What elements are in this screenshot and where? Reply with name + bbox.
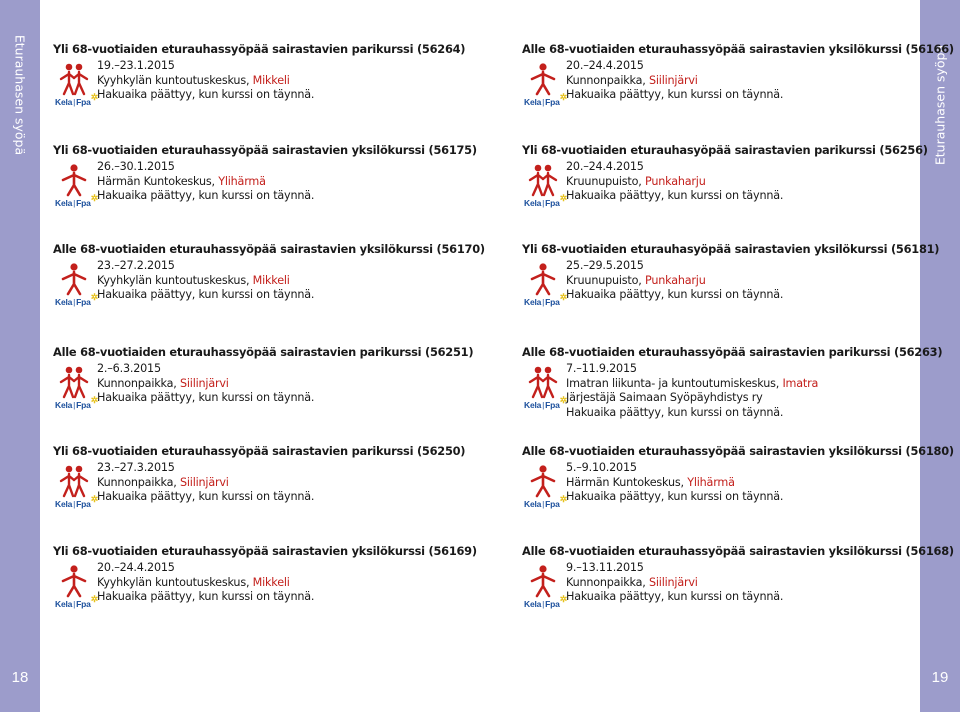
course-city: Punkaharju	[644, 174, 706, 188]
star-icon: ✲	[559, 92, 568, 102]
person-icon	[528, 564, 558, 598]
course-place: Härmän Kuntokeskus, Ylihärmä	[97, 174, 266, 188]
course-date: 23.–27.2.2015	[97, 259, 175, 272]
course-application-note: Hakuaika päättyy, kun kurssi on täynnä.	[97, 590, 315, 604]
course-application-note: Hakuaika päättyy, kun kurssi on täynnä.	[566, 490, 784, 504]
course-city: Mikkeli	[252, 73, 290, 87]
person-icon	[59, 262, 89, 296]
person-icon	[59, 564, 89, 598]
kela-fpa-logo: Kela|Fpa✲	[55, 92, 99, 107]
course-place: Härmän Kuntokeskus, Ylihärmä	[566, 475, 735, 489]
star-icon: ✲	[559, 193, 568, 203]
couple-icon	[59, 365, 89, 399]
course-date: 23.–27.3.2015	[97, 461, 175, 474]
couple-icon	[528, 163, 558, 197]
couple-icon	[528, 365, 558, 399]
kela-fpa-logo: Kela|Fpa✲	[55, 494, 99, 509]
star-icon: ✲	[90, 92, 99, 102]
course-place: Kyyhkylän kuntoutuskeskus, Mikkeli	[97, 73, 290, 87]
person-icon	[528, 262, 558, 296]
course-date: 25.–29.5.2015	[566, 259, 644, 272]
course-date: 19.–23.1.2015	[97, 59, 175, 72]
course-title: Alle 68-vuotiaiden eturauhassyöpää sairastavien yksilökurssi (56166)	[522, 42, 954, 56]
course-application-note: Hakuaika päättyy, kun kurssi on täynnä.	[97, 88, 315, 102]
course-city: Imatra	[782, 376, 819, 390]
kela-fpa-logo: Kela|Fpa✲	[524, 292, 568, 307]
kela-fpa-logo: Kela|Fpa✲	[524, 395, 568, 410]
course-date: 9.–13.11.2015	[566, 561, 644, 574]
star-icon: ✲	[90, 395, 99, 405]
course-title: Yli 68-vuotiaiden eturauhassyöpää sairastavien parikurssi (56250)	[53, 444, 466, 458]
kela-fpa-logo: Kela|Fpa✲	[524, 594, 568, 609]
star-icon: ✲	[90, 494, 99, 504]
course-title: Yli 68-vuotiaiden eturauhassyöpää sairastavien yksilökurssi (56175)	[53, 143, 477, 157]
star-icon: ✲	[559, 395, 568, 405]
star-icon: ✲	[90, 594, 99, 604]
course-city: Siilinjärvi	[648, 575, 698, 589]
course-city: Siilinjärvi	[179, 475, 229, 489]
course-title: Yli 68-vuotiaiden eturauhasyöpää sairastavien yksilökurssi (56181)	[522, 242, 940, 256]
kela-fpa-logo: Kela|Fpa✲	[55, 594, 99, 609]
course-date: 7.–11.9.2015	[566, 362, 637, 375]
course-organizer: Järjestäjä Saimaan Syöpäyhdistys ry	[566, 391, 763, 405]
star-icon: ✲	[90, 292, 99, 302]
star-icon: ✲	[90, 193, 99, 203]
course-place: Kunnonpaikka, Siilinjärvi	[97, 475, 229, 489]
course-city: Siilinjärvi	[648, 73, 698, 87]
side-label-left: Eturauhasen syöpä	[12, 34, 28, 156]
kela-fpa-logo: Kela|Fpa✲	[524, 494, 568, 509]
course-application-note: Hakuaika päättyy, kun kurssi on täynnä.	[566, 590, 784, 604]
course-place: Kruunupuisto, Punkaharju	[566, 174, 706, 188]
course-place: Kunnonpaikka, Siilinjärvi	[97, 376, 229, 390]
course-application-note: Hakuaika päättyy, kun kurssi on täynnä.	[566, 405, 784, 419]
couple-icon	[59, 62, 89, 96]
course-date: 5.–9.10.2015	[566, 461, 637, 474]
kela-fpa-logo: Kela|Fpa✲	[524, 92, 568, 107]
course-city: Mikkeli	[252, 575, 290, 589]
course-city: Ylihärmä	[218, 174, 266, 188]
star-icon: ✲	[559, 594, 568, 604]
side-label-right: Eturauhasen syöpä	[932, 44, 948, 166]
course-place: Kruunupuisto, Punkaharju	[566, 273, 706, 287]
course-date: 20.–24.4.2015	[566, 160, 644, 173]
kela-fpa-logo: Kela|Fpa✲	[55, 395, 99, 410]
course-title: Alle 68-vuotiaiden eturauhassyöpää sairastavien parikurssi (56263)	[522, 345, 943, 359]
course-date: 20.–24.4.2015	[97, 561, 175, 574]
left-side-band	[0, 0, 40, 712]
course-application-note: Hakuaika päättyy, kun kurssi on täynnä.	[97, 189, 315, 203]
course-title: Yli 68-vuotiaiden eturauhassyöpää sairastavien yksilökurssi (56169)	[53, 544, 477, 558]
page-number-right: 19	[931, 669, 949, 686]
course-place: Kyyhkylän kuntoutuskeskus, Mikkeli	[97, 575, 290, 589]
course-title: Alle 68-vuotiaiden eturauhassyöpää sairastavien yksilökurssi (56180)	[522, 444, 954, 458]
course-place: Kunnonpaikka, Siilinjärvi	[566, 73, 698, 87]
course-application-note: Hakuaika päättyy, kun kurssi on täynnä.	[97, 391, 315, 405]
course-date: 26.–30.1.2015	[97, 160, 175, 173]
page-number-left: 18	[11, 669, 29, 686]
course-title: Alle 68-vuotiaiden eturauhassyöpää sairastavien yksilökurssi (56168)	[522, 544, 954, 558]
course-application-note: Hakuaika päättyy, kun kurssi on täynnä.	[566, 88, 784, 102]
person-icon	[528, 62, 558, 96]
star-icon: ✲	[559, 292, 568, 302]
kela-fpa-logo: Kela|Fpa✲	[55, 193, 99, 208]
course-city: Punkaharju	[644, 273, 706, 287]
course-city: Mikkeli	[252, 273, 290, 287]
course-application-note: Hakuaika päättyy, kun kurssi on täynnä.	[566, 288, 784, 302]
course-place: Kyyhkylän kuntoutuskeskus, Mikkeli	[97, 273, 290, 287]
course-date: 20.–24.4.2015	[566, 59, 644, 72]
course-place: Kunnonpaikka, Siilinjärvi	[566, 575, 698, 589]
couple-icon	[59, 464, 89, 498]
course-title: Alle 68-vuotiaiden eturauhassyöpää sairastavien yksilökurssi (56170)	[53, 242, 485, 256]
course-city: Ylihärmä	[687, 475, 735, 489]
person-icon	[59, 163, 89, 197]
course-city: Siilinjärvi	[179, 376, 229, 390]
kela-fpa-logo: Kela|Fpa✲	[55, 292, 99, 307]
kela-fpa-logo: Kela|Fpa✲	[524, 193, 568, 208]
course-application-note: Hakuaika päättyy, kun kurssi on täynnä.	[97, 490, 315, 504]
course-application-note: Hakuaika päättyy, kun kurssi on täynnä.	[566, 189, 784, 203]
course-title: Alle 68-vuotiaiden eturauhassyöpää sairastavien parikurssi (56251)	[53, 345, 474, 359]
course-date: 2.–6.3.2015	[97, 362, 161, 375]
course-title: Yli 68-vuotiaiden eturauhassyöpää sairastavien parikurssi (56264)	[53, 42, 466, 56]
person-icon	[528, 464, 558, 498]
course-place: Imatran liikunta- ja kuntoutumiskeskus, Imatra	[566, 376, 819, 390]
star-icon: ✲	[559, 494, 568, 504]
course-title: Yli 68-vuotiaiden eturauhasyöpää sairastavien parikurssi (56256)	[522, 143, 928, 157]
course-application-note: Hakuaika päättyy, kun kurssi on täynnä.	[97, 288, 315, 302]
